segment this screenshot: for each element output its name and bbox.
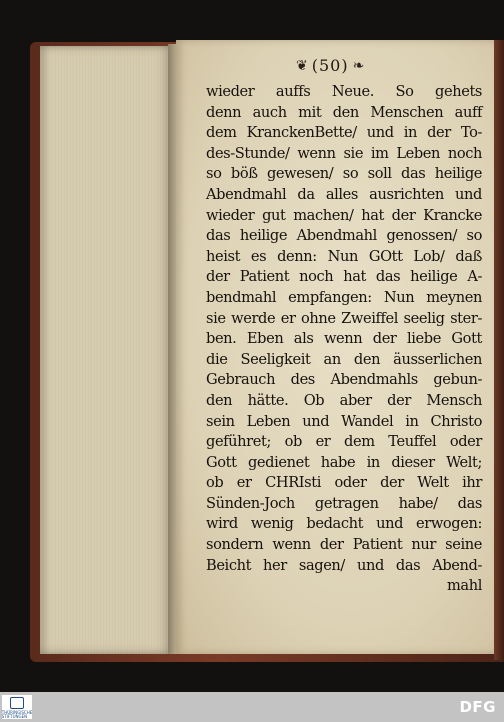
text-line: denn auch mit den Menschen auff [206,103,482,121]
text-line: wieder auffs Neue. So gehets [206,83,482,100]
page-text [206,82,482,597]
text-line: Beicht her sagen/ und das Abend- [206,556,482,574]
text-line: ob er CHRIsti oder der Welt ihr [206,474,482,492]
dfg-logo: DFG [459,698,496,716]
text-line: sein Leben und Wandel in Christo [206,412,482,430]
text-line: so böß gewesen/ so soll das heilige [206,165,482,183]
library-mark-icon [10,697,24,709]
page-block-edges [40,46,172,654]
text-line: geführet; ob er dem Teuffel oder [206,433,482,451]
text-line: heist es denn: Nun GOtt Lob/ daß [206,247,482,265]
page-header [296,56,364,75]
page-number: (50) [311,56,349,75]
text-line: sie werde er ohne Zweiffel seelig ster- [206,309,482,327]
ornament-right-icon: ❧ [352,57,365,74]
catchword: mahl [446,577,482,595]
text-line: sondern wenn der Patient nur seine [206,536,482,554]
text-line: der Patient noch hat das heilige A- [206,268,482,286]
text-line: dem KranckenBette/ und in der To- [206,124,482,142]
text-line: Gott gedienet habe in dieser Welt; [206,453,482,471]
text-line: des-Stunde/ wenn sie im Leben noch [206,144,482,162]
library-name: THÜRINGISCHE STIFTUNGEN [1,710,33,719]
text-line: wieder gut machen/ hat der Krancke [206,206,482,224]
book-page [176,40,496,654]
viewer-footer [0,692,504,722]
text-line: die Seeligkeit an den äusserlichen [206,350,482,368]
text-line: das heilige Abendmahl genossen/ so [206,227,482,245]
book-fore-edge [494,40,504,660]
text-line: Sünden-Joch getragen habe/ das [206,494,482,512]
text-line: Gebrauch des Abendmahls gebun- [206,371,482,389]
ornament-left-icon: ❦ [296,57,308,74]
text-line: bendmahl empfangen: Nun meynen [206,288,482,306]
text-line: Abendmahl da alles ausrichten und [206,185,482,203]
text-line: den hätte. Ob aber der Mensch [206,391,482,409]
text-line: wird wenig bedacht und erwogen: [206,515,482,533]
text-line: ben. Eben als wenn der liebe Gott [206,330,482,348]
library-logo [2,695,32,719]
